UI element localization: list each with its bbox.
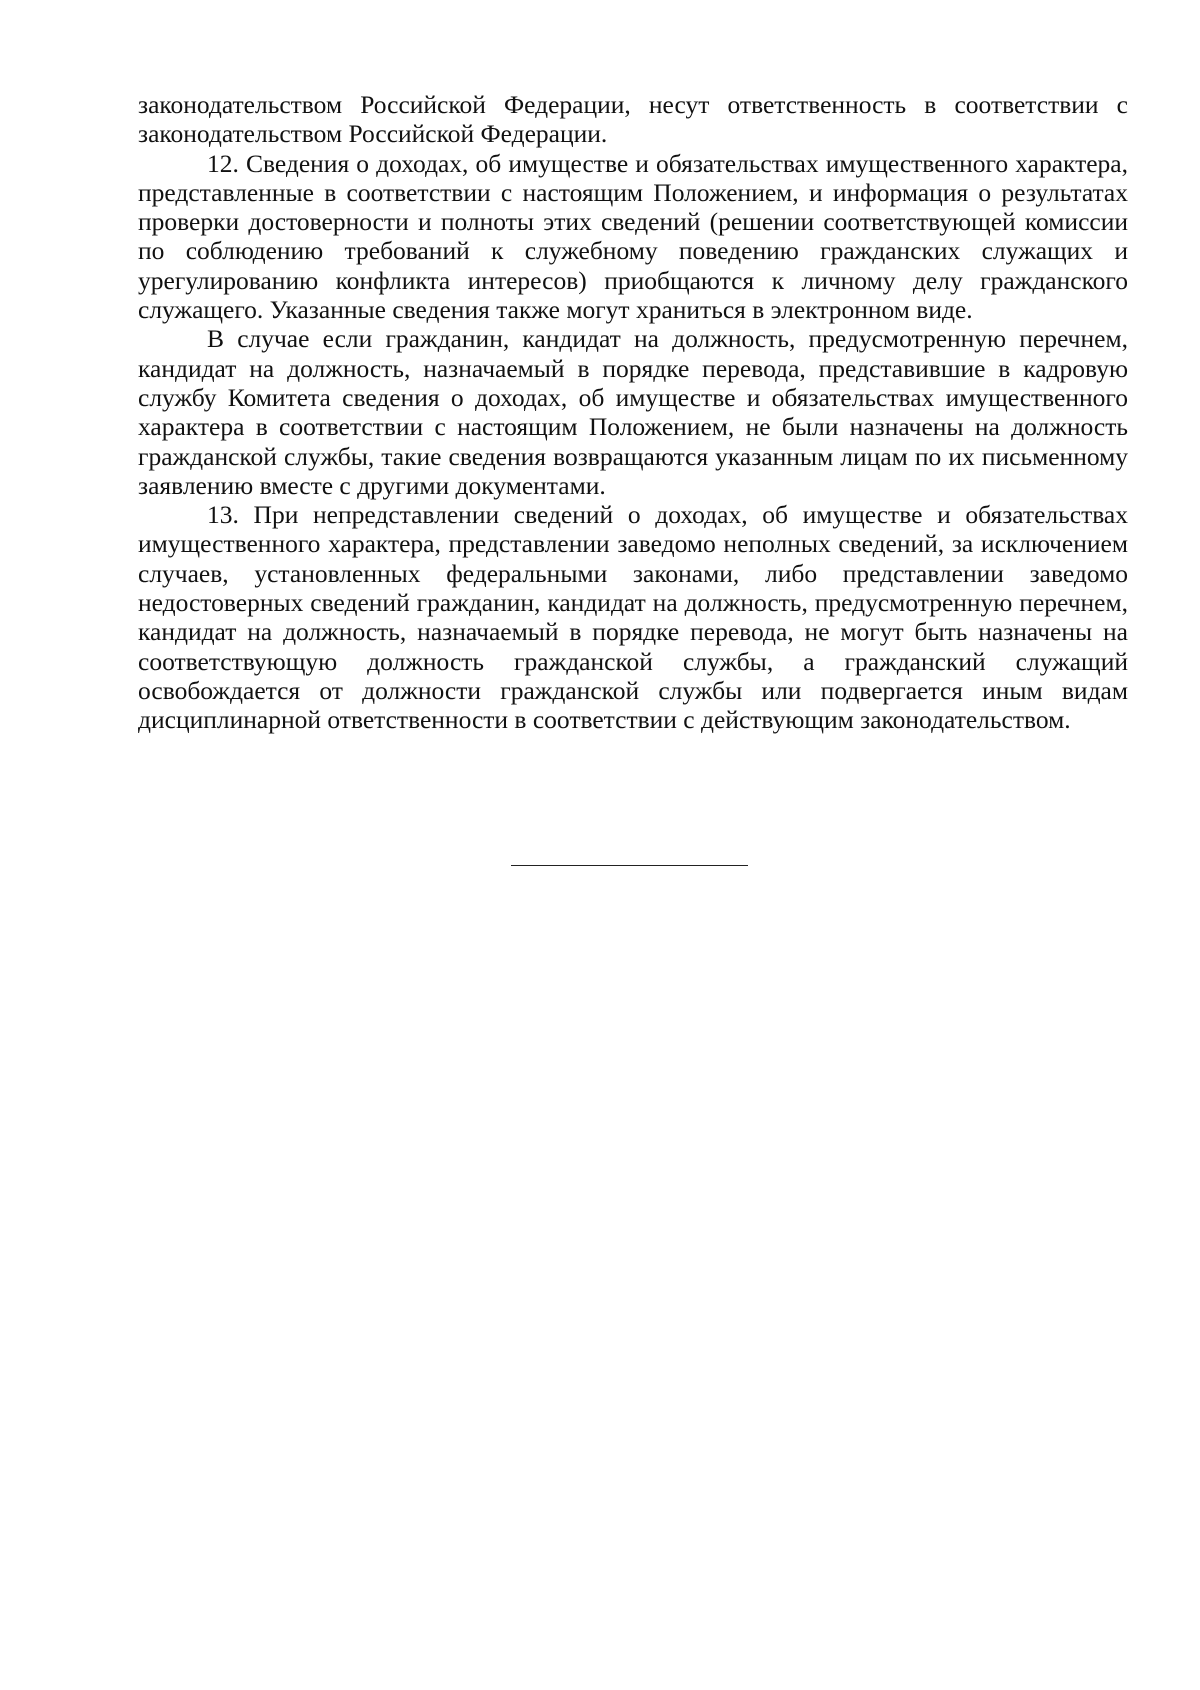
document-body <box>138 90 1128 735</box>
paragraph-return-of-information: В случае если гражданин, кандидат на должность, предусмотренную перечнем, кандидат на должность, назначаемый в порядке перевода, представившие в кадровую службу Комитета сведения о доходах, об имуществе и обязательствах имущественного характера в соответствии с настоящим Положением, не были назначены на должность гражданской службы, такие сведения возвращаются указанным лицам по их письменному заявлению вместе с другими документами. <box>138 324 1128 500</box>
paragraph-continuation: законодательством Российской Федерации, несут ответственность в соответствии с законодательством Российской Федерации. <box>138 90 1128 149</box>
end-of-document-rule <box>511 865 748 866</box>
paragraph-item-12: 12. Сведения о доходах, об имуществе и обязательствах имущественного характера, представленные в соответствии с настоящим Положением, и информация о результатах проверки достоверности и полноты этих сведений (решении соответствующей комиссии по соблюдению требований к служебному поведению гражданских служащих и урегулированию конфликта интересов) приобщаются к личному делу гражданского служащего. Указанные сведения также могут храниться в электронном виде. <box>138 148 1128 325</box>
paragraph-item-13: 13. При непредставлении сведений о доходах, об имуществе и обязательствах имущественного характера, представлении заведомо неполных сведений, за исключением случаев, установленных федеральными законами, либо представлении заведомо недостоверных сведений гражданин, кандидат на должность, предусмотренную перечнем, кандидат на должность, назначаемый в порядке перевода, не могут быть назначены на соответствующую должность гражданской службы, а гражданский служащий освобождается от должности гражданской службы или подвергается иным видам дисциплинарной ответственности в соответствии с действующим законодательством. <box>138 500 1128 735</box>
